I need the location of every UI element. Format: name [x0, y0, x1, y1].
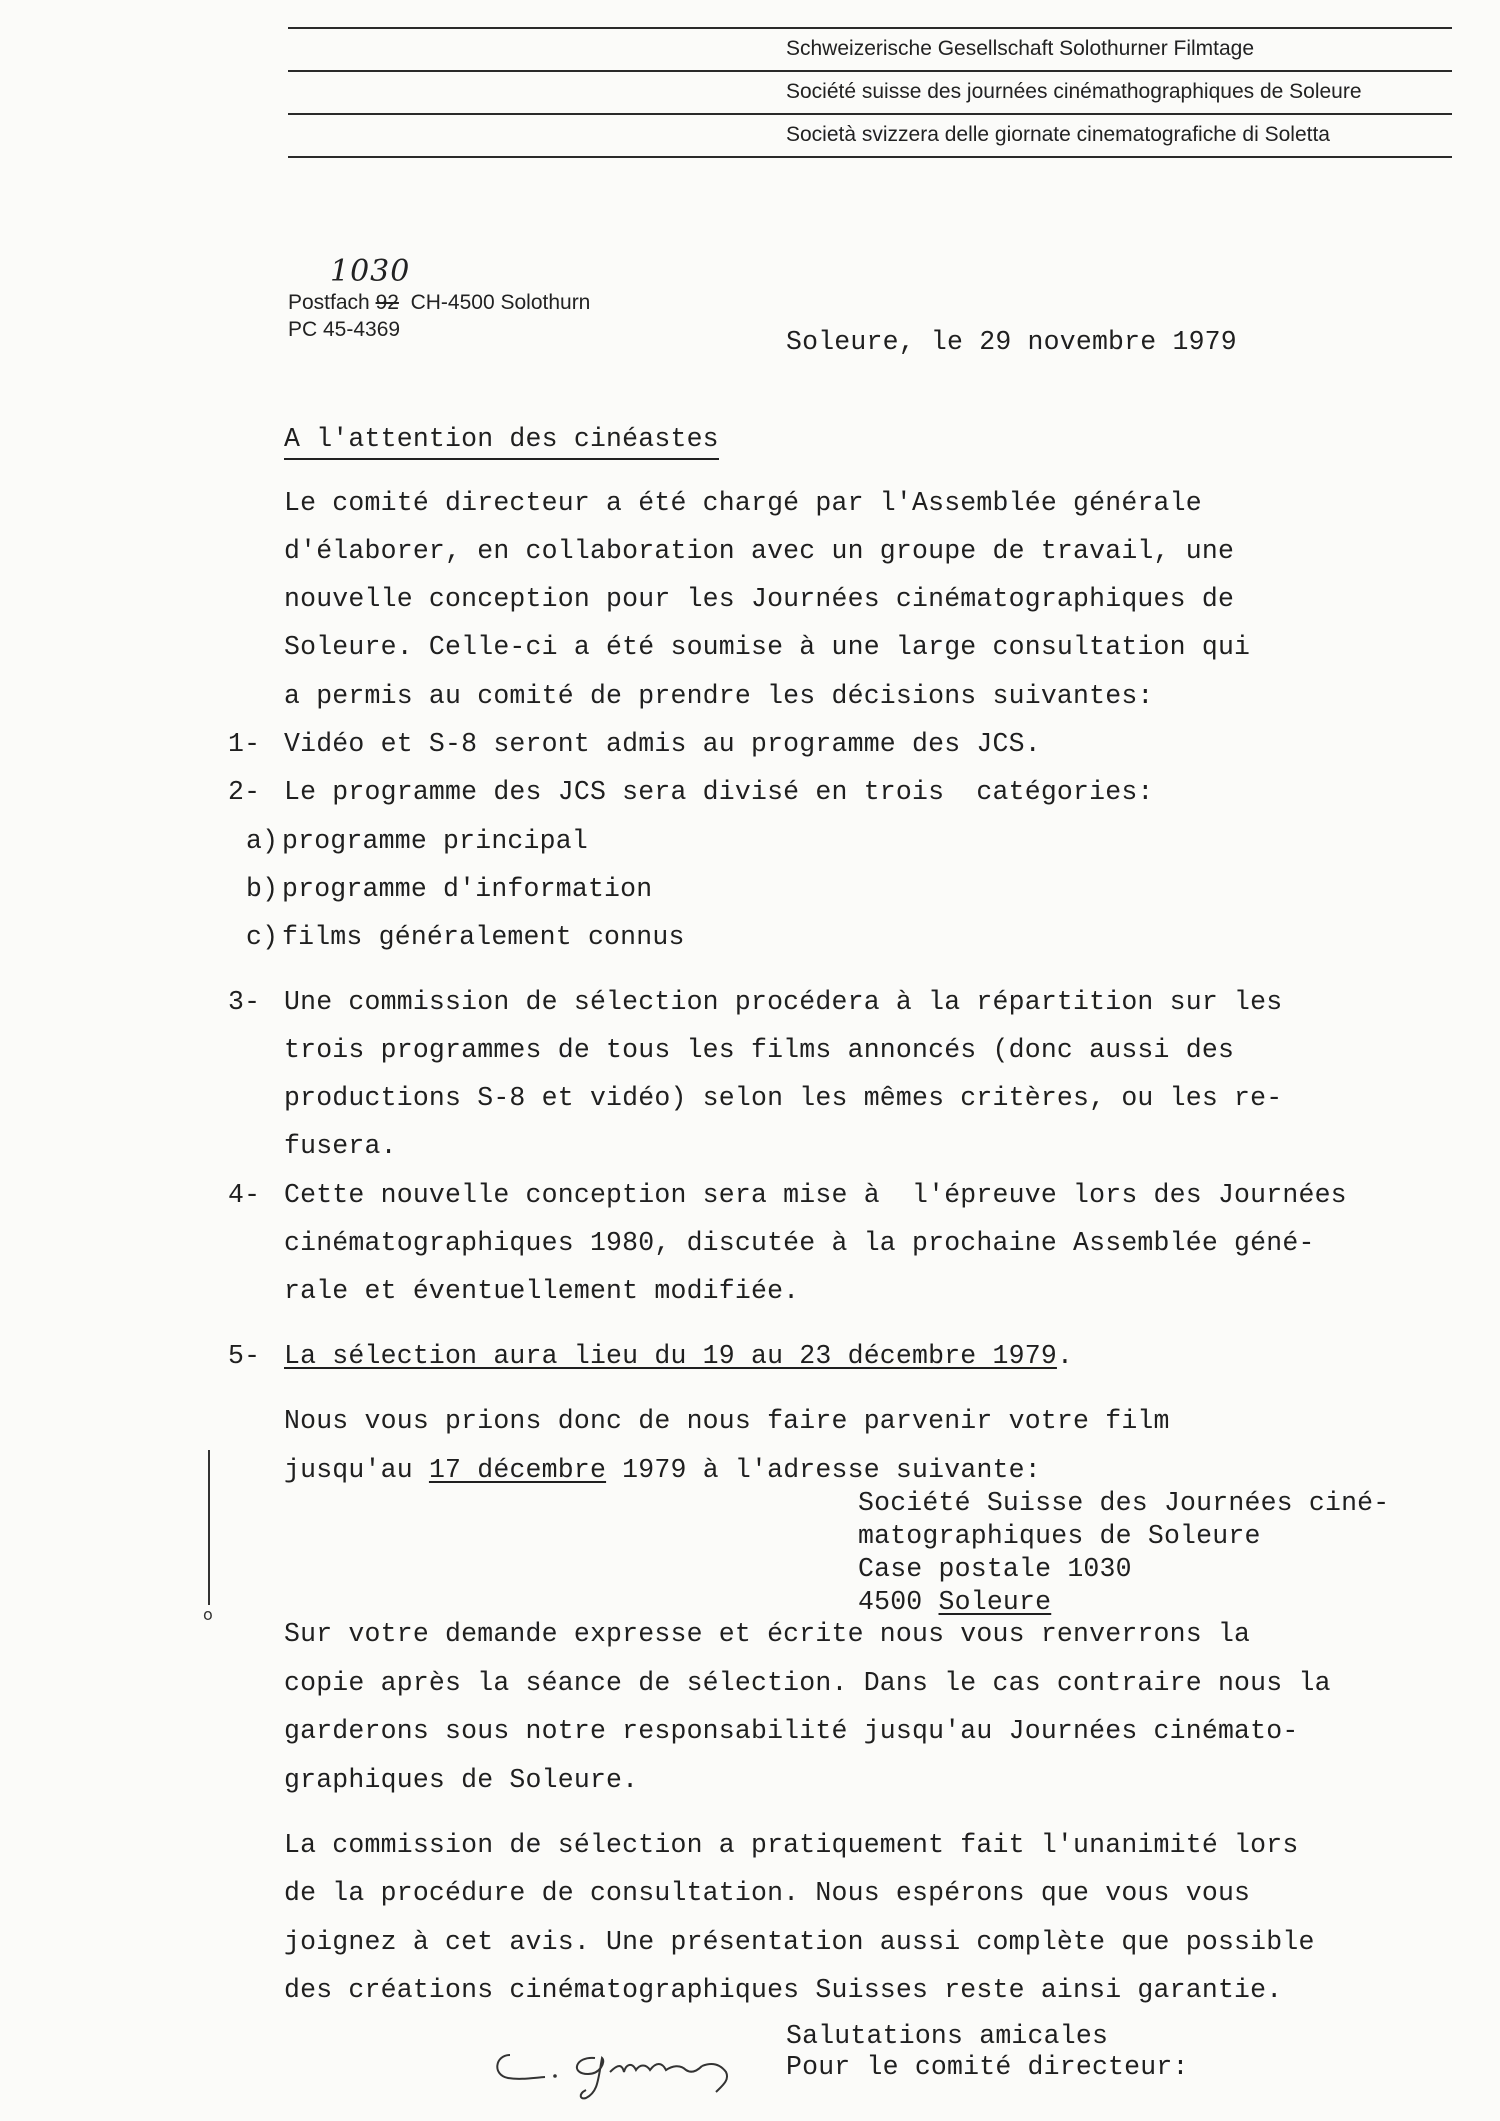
item-number: 1- [228, 729, 261, 759]
signature-dot [553, 2074, 557, 2078]
item-number: 5- [228, 1341, 261, 1371]
send-deadline-suffix: 1979 à l'adresse suivante: [606, 1455, 1041, 1485]
signature-stroke [610, 2064, 702, 2072]
postfach-label: Postfach [288, 291, 370, 314]
handwritten-box-number: 1030 [330, 254, 411, 289]
closing-line: de la procédure de consultation. Nous espérons que vous vous [284, 1878, 1251, 1908]
address-line: matographiques de Soleure [858, 1521, 1261, 1551]
intro-line: Le comité directeur a été chargé par l'Assemblée générale [284, 488, 1202, 518]
letterhead-italian: Società svizzera delle giornate cinematografiche di Soletta [786, 123, 1330, 146]
send-deadline-date: 17 décembre [428, 1455, 607, 1485]
send-deadline-prefix: jusqu'au [284, 1455, 429, 1485]
closing-line: joignez à cet avis. Une présentation aussi complète que possible [284, 1927, 1315, 1957]
letterhead-rule [288, 27, 1452, 29]
item-text: Le programme des JCS sera divisé en trois catégories: [284, 777, 1154, 807]
sub-item-letter: c) [246, 922, 279, 952]
letterhead-rule [288, 156, 1452, 158]
item-number: 3- [228, 987, 261, 1017]
sub-item-text: programme principal [282, 826, 588, 856]
margin-line [208, 1450, 210, 1605]
return-line: garderons sous notre responsabilité jusqu'au Journées cinémato- [284, 1716, 1299, 1746]
return-line: copie après la séance de sélection. Dans le cas contraire nous la [284, 1668, 1331, 1698]
selection-dates-line [284, 1341, 1073, 1371]
intro-line: nouvelle conception pour les Journées cinématographiques de [284, 584, 1235, 614]
postfach-struck-number: 92 [375, 291, 399, 314]
item-line: rale et éventuellement modifiée. [284, 1276, 800, 1306]
letterhead-rule [288, 70, 1452, 72]
postfach-line [288, 291, 590, 315]
send-line: Nous vous prions donc de nous faire parvenir votre film [284, 1406, 1170, 1436]
return-line: Sur votre demande expresse et écrite nous vous renverrons la [284, 1619, 1251, 1649]
return-line: graphiques de Soleure. [284, 1765, 639, 1795]
item-line: Cette nouvelle conception sera mise à l'épreuve lors des Journées [284, 1180, 1347, 1210]
item-text: Vidéo et S-8 seront admis au programme des JCS. [284, 729, 1041, 759]
address-line: Case postale 1030 [858, 1554, 1132, 1584]
date-line: Soleure, le 29 novembre 1979 [786, 327, 1237, 357]
sub-item-letter: a) [246, 826, 279, 856]
item-line: cinématographiques 1980, discutée à la prochaine Assemblée géné- [284, 1228, 1315, 1258]
postfach-place: CH-4500 Solothurn [410, 291, 591, 314]
address-city-line [858, 1587, 1051, 1617]
signature-stroke [497, 2055, 545, 2079]
letterhead-rule [288, 113, 1452, 115]
margin-circle-mark: o [203, 1605, 213, 1624]
intro-line: a permis au comité de prendre les décisions suivantes: [284, 681, 1154, 711]
signoff: Pour le comité directeur: [786, 2052, 1189, 2082]
item-line: fusera. [284, 1131, 397, 1161]
item-line: trois programmes de tous les films annoncés (donc aussi des [284, 1035, 1235, 1065]
letterhead-french: Société suisse des journées cinémathographiques de Soleure [786, 80, 1362, 103]
item-number: 2- [228, 777, 261, 807]
closing-line: des créations cinématographiques Suisses reste ainsi garantie. [284, 1975, 1283, 2005]
selection-dates: La sélection aura lieu du 19 au 23 décembre 1979 [284, 1341, 1057, 1371]
intro-line: d'élaborer, en collaboration avec un groupe de travail, une [284, 536, 1235, 566]
sub-item-text: programme d'information [282, 874, 653, 904]
postal-account: PC 45-4369 [288, 318, 401, 341]
item-line: Une commission de sélection procédera à la répartition sur les [284, 987, 1283, 1017]
handwritten-signature [490, 2040, 780, 2100]
address-city: Soleure [938, 1587, 1052, 1617]
signature-stroke [702, 2064, 727, 2092]
letter-heading: A l'attention des cinéastes [284, 424, 719, 460]
item-number: 4- [228, 1180, 261, 1210]
address-line: Société Suisse des Journées ciné- [858, 1488, 1390, 1518]
signature-stroke [577, 2058, 603, 2099]
sub-item-letter: b) [246, 874, 279, 904]
salutation: Salutations amicales [786, 2021, 1109, 2051]
intro-line: Soleure. Celle-ci a été soumise à une large consultation qui [284, 632, 1251, 662]
selection-dates-period: . [1056, 1341, 1074, 1371]
address-zip: 4500 [858, 1587, 939, 1617]
item-line: productions S-8 et vidéo) selon les mêmes critères, ou les re- [284, 1083, 1283, 1113]
letterhead-german: Schweizerische Gesellschaft Solothurner Filmtage [786, 37, 1255, 60]
sub-item-text: films généralement connus [282, 922, 685, 952]
closing-line: La commission de sélection a pratiquement fait l'unanimité lors [284, 1830, 1299, 1860]
send-deadline-line [284, 1455, 1041, 1485]
